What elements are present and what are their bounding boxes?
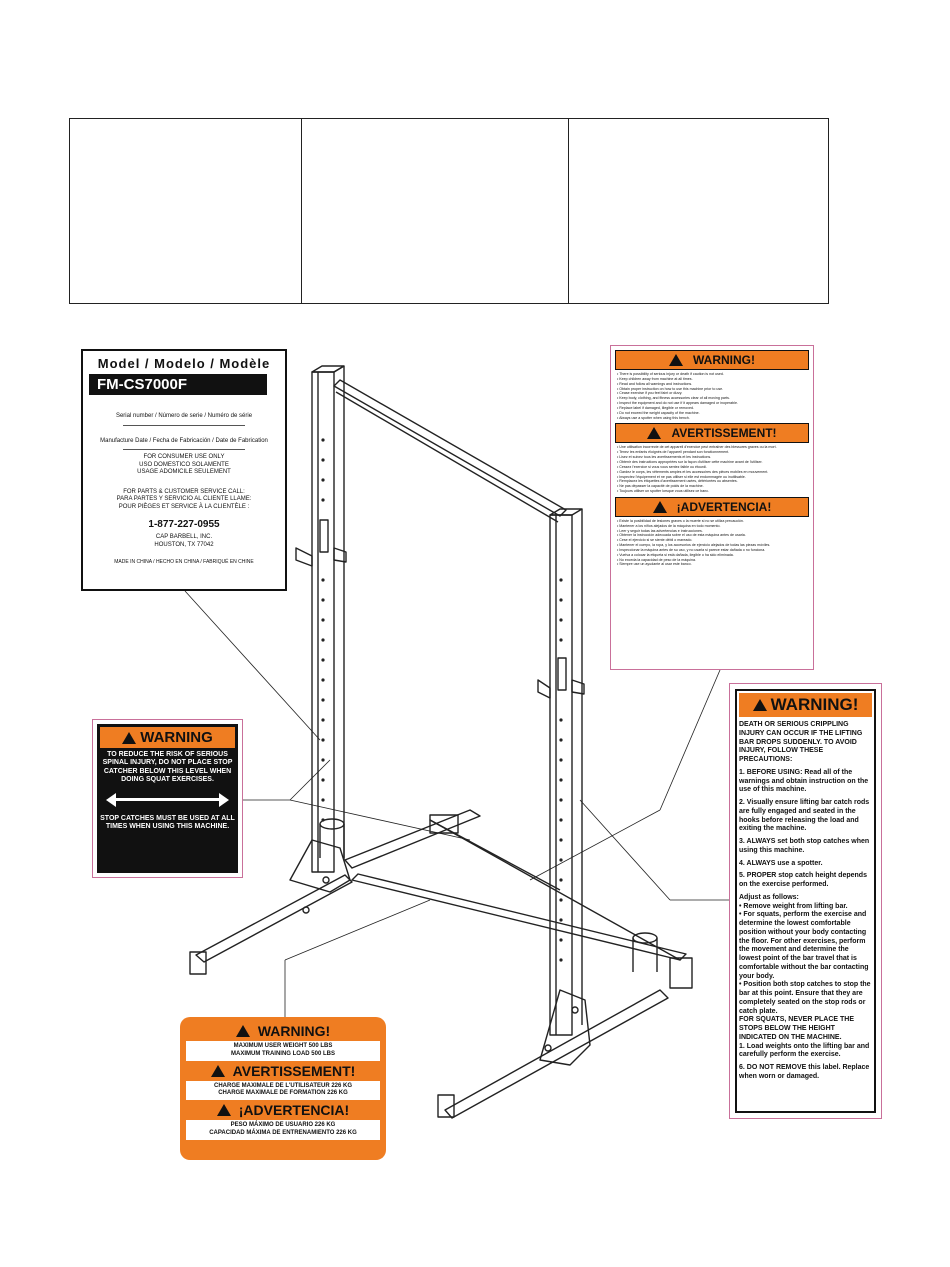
- warning-paragraph: • For squats, perform the exercise and determine the lowest comfortable position without your body contacting the floor. For other exercises, perform the movement and determine the lowest point of the bar travel that is comfortable without the bar contacting your body.: [739, 911, 869, 980]
- weight-warning-title: WARNING!: [257, 1023, 331, 1039]
- lifting-bar-warning-title: WARNING!: [770, 695, 859, 714]
- warning-triangle-icon: [753, 699, 767, 711]
- lifting-bar-warning-body: [739, 721, 872, 1082]
- service-line: POUR PIÈGES ET SERVICE À LA CLIENTÈLE :: [118, 503, 250, 510]
- warning-triangle-icon: [647, 427, 661, 439]
- divider: [123, 449, 245, 450]
- warning-paragraph: 3. ALWAYS set both stop catches when using this machine.: [739, 838, 870, 854]
- list-item: • Siempre use un ayudante al usar este banco.: [617, 562, 809, 567]
- service-phone: 1-877-227-0955: [148, 519, 220, 530]
- warning-header: [615, 350, 809, 370]
- warning-triangle-icon: [211, 1065, 225, 1077]
- list-item: • Vuelva a colocar la etiqueta si está dañada, ilegible o ha sido eliminada.: [617, 553, 809, 558]
- list-item: • Remplacez les étiquettes d'avertissement usées, détériorées ou absentes.: [617, 479, 809, 484]
- serial-label: Serial number / Número de serie / Numéro de série: [115, 413, 253, 419]
- weight-line: CHARGE MAXIMALE DE L'UTILISATEUR 226 KG: [214, 1082, 352, 1089]
- warning-list: [617, 372, 809, 420]
- warning-paragraph: DEATH OR SERIOUS CRIPPLING INJURY CAN OCCUR IF THE LIFTING BAR DROPS SUDDENLY. TO AVOID INJURY, FOLLOW THESE PRECAUTIONS:: [739, 721, 863, 763]
- lifting-bar-warning-label: [729, 683, 882, 1119]
- list-item: • Une utilisation incorrecte de cet appareil d'exercice peut entraîner des blessures graves ou la mort.: [617, 445, 809, 450]
- weight-line: CAPACIDAD MÁXIMA DE ENTRENAMIENTO 226 KG: [209, 1129, 357, 1136]
- list-item: • Toujours utiliser un spotter lorsque vous utilisez ce banc.: [617, 489, 809, 494]
- model-label: [81, 349, 287, 591]
- company-name: CAP BARBELL, INC.: [155, 534, 213, 540]
- weight-advertencia-box: [186, 1120, 380, 1140]
- made-in: MADE IN CHINA / HECHO EN CHINA / FABRIQUÉ EN CHINE: [114, 559, 254, 565]
- weight-line: MAXIMUM TRAINING LOAD 500 LBS: [230, 1050, 335, 1057]
- warning-paragraph: • Remove weight from lifting bar.: [739, 902, 848, 910]
- list-item: • Mantener a los niños alejados de la máquina en todo momento.: [617, 524, 809, 529]
- weight-avertissement-header: [186, 1063, 380, 1079]
- warning-paragraph: 4. ALWAYS use a spotter.: [739, 859, 823, 867]
- weight-capacity-label: [180, 1017, 386, 1160]
- general-warning-label: [610, 345, 814, 670]
- advertencia-list: [617, 519, 809, 567]
- list-item: • Leer y seguir todas las advertencias e instrucciones.: [617, 529, 809, 534]
- list-item: • Gardez le corps, les vêtements amples et les accessoires des pièces mobiles en mouvement.: [617, 470, 809, 475]
- list-item: • Always use a spotter when using this bench.: [617, 416, 809, 421]
- list-item: • Mantener el cuerpo, la ropa, y los accesorios de ejercicio alejados de todas las piezas móviles.: [617, 543, 809, 548]
- model-number: FM-CS7000F: [89, 374, 267, 395]
- consumer-line: USAGE ADOMICILE SEULEMENT: [137, 469, 231, 475]
- double-arrow-icon: [106, 793, 229, 807]
- weight-avertissement-title: AVERTISSEMENT!: [232, 1062, 356, 1079]
- weight-advertencia-title: ¡ADVERTENCIA!: [238, 1102, 350, 1119]
- avertissement-list: [617, 445, 809, 493]
- warning-paragraph: • Position both stop catches to stop the bar at this point. Ensure that they are completely seated on the stop rods or catch plate.: [739, 981, 871, 1015]
- weight-avertissement-box: [186, 1081, 380, 1101]
- advertencia-header: [615, 497, 809, 517]
- model-label-title: Model / Modelo / Modèle: [97, 356, 271, 371]
- avertissement-header-text: AVERTISSEMENT!: [671, 426, 777, 441]
- consumer-line: FOR CONSUMER USE ONLY: [143, 454, 225, 460]
- divider: [123, 425, 245, 426]
- weight-warning-box: [186, 1041, 380, 1061]
- company-city: HOUSTON, TX 77042: [154, 541, 214, 548]
- warning-paragraph: 1. Load weights onto the lifting bar and carefully perform the exercise.: [739, 1042, 870, 1059]
- warning-triangle-icon: [236, 1025, 250, 1037]
- list-item: • There is possibility of serious injury or death if caution is not used.: [617, 372, 809, 377]
- weight-line: PESO MÁXIMO DE USUARIO 226 KG: [230, 1122, 336, 1129]
- list-item: • Existe la posibilidad de lesiones graves o la muerte si no se utiliza precaución.: [617, 519, 809, 524]
- list-item: • Tenez les enfants éloignés de l'appareil pendant son fonctionnement.: [617, 450, 809, 455]
- stop-catch-warning-header: [100, 727, 235, 748]
- stop-catch-warning-title: WARNING: [140, 729, 213, 746]
- stop-catch-warning-text: STOP CATCHES MUST BE USED AT ALL TIMES WHEN USING THIS MACHINE.: [100, 814, 235, 830]
- list-item: • Cessez l'exercice si vous vous sentez faible ou étourdi.: [617, 465, 809, 470]
- warning-paragraph: FOR SQUATS, NEVER PLACE THE STOPS BELOW THE HEIGHT INDICATED ON THE MACHINE.: [739, 1016, 854, 1041]
- advertencia-header-text: ¡ADVERTENCIA!: [676, 499, 772, 514]
- warning-paragraph: 2. Visually ensure lifting bar catch rods are fully engaged and seated in the hooks before releasing the load and exiting the machine.: [739, 799, 870, 833]
- warning-paragraph: 1. BEFORE USING: Read all of the warnings and obtain instruction on the use of this machine.: [739, 768, 869, 794]
- list-item: • Ne pas dépasser la capacité de poids de la machine.: [617, 484, 809, 489]
- warning-header-text: WARNING!: [693, 353, 755, 367]
- list-item: • Do not exceed the weight capacity of the machine.: [617, 411, 809, 416]
- warning-triangle-icon: [217, 1104, 231, 1116]
- weight-advertencia-header: [186, 1102, 380, 1118]
- list-item: • No exceda la capacidad de peso de la máquina.: [617, 558, 809, 563]
- warning-triangle-icon: [122, 732, 136, 744]
- list-item: • Lisez et suivez tous les avertissements et les instructions.: [617, 455, 809, 460]
- consumer-line: USO DOMESTICO SOLAMENTE: [139, 461, 229, 468]
- stop-catch-warning-text: TO REDUCE THE RISK OF SERIOUS SPINAL INJURY, DO NOT PLACE STOP CATCHER BELOW THIS LEVEL WHEN DOING SQUAT EXERCISES.: [102, 751, 233, 784]
- list-item: • Obtain proper instruction on how to use this machine prior to use.: [617, 387, 809, 392]
- list-item: • Cese el ejercicio si se siente débil o mareado.: [617, 538, 809, 543]
- warning-triangle-icon: [669, 354, 683, 366]
- list-item: • Inspectez l'équipement et ne pas utiliser si elle est endommagée ou inutilisable.: [617, 475, 809, 480]
- list-item: • Replace label if damaged, illegible or removed.: [617, 406, 809, 411]
- list-item: • Inspeccionar la máquina antes de su uso, y no usarla si parece estar dañada o no funciona.: [617, 548, 809, 553]
- list-item: • Read and follow all warnings and instructions.: [617, 382, 809, 387]
- list-item: • Keep children away from machine at all times.: [617, 377, 809, 382]
- weight-line: CHARGE MAXIMALE DE FORMATION 226 KG: [218, 1090, 348, 1097]
- list-item: • Obtener la instrucción adecuada sobre el uso de esta máquina antes de usarla.: [617, 533, 809, 538]
- list-item: • Keep body, clothing, and fitness accessories clear of all moving parts.: [617, 396, 809, 401]
- list-item: • Obtenir des instructions appropriées sur la façon d'utiliser cette machine avant de l'utiliser.: [617, 460, 809, 465]
- avertissement-header: [615, 423, 809, 443]
- manufacture-label: Manufacture Date / Fecha de Fabricación / Date de Fabrication: [100, 437, 268, 444]
- warning-paragraph: 6. DO NOT REMOVE this label. Replace when worn or damaged.: [739, 1064, 870, 1080]
- stop-catch-warning-label: [92, 719, 243, 878]
- list-item: • Cease exercise if you feel faint or dizzy.: [617, 391, 809, 396]
- warning-paragraph: 5. PROPER stop catch height depends on the exercise performed.: [739, 872, 867, 888]
- service-line: PARA PARTES Y SERVICIO AL CLIENTE LLAME:: [116, 496, 252, 502]
- weight-warning-header: [186, 1023, 380, 1039]
- warning-paragraph: Adjust as follows:: [739, 893, 799, 901]
- service-line: FOR PARTS & CUSTOMER SERVICE CALL:: [123, 488, 245, 495]
- warning-triangle-icon: [653, 501, 667, 513]
- lifting-bar-warning-header: [739, 693, 872, 717]
- stop-catch-warning-panel: [97, 724, 238, 873]
- lifting-bar-warning-panel: [735, 689, 876, 1113]
- list-item: • Inspect the equipment and do not use if it appears damaged or inoperable.: [617, 401, 809, 406]
- weight-line: MAXIMUM USER WEIGHT 500 LBS: [233, 1043, 333, 1049]
